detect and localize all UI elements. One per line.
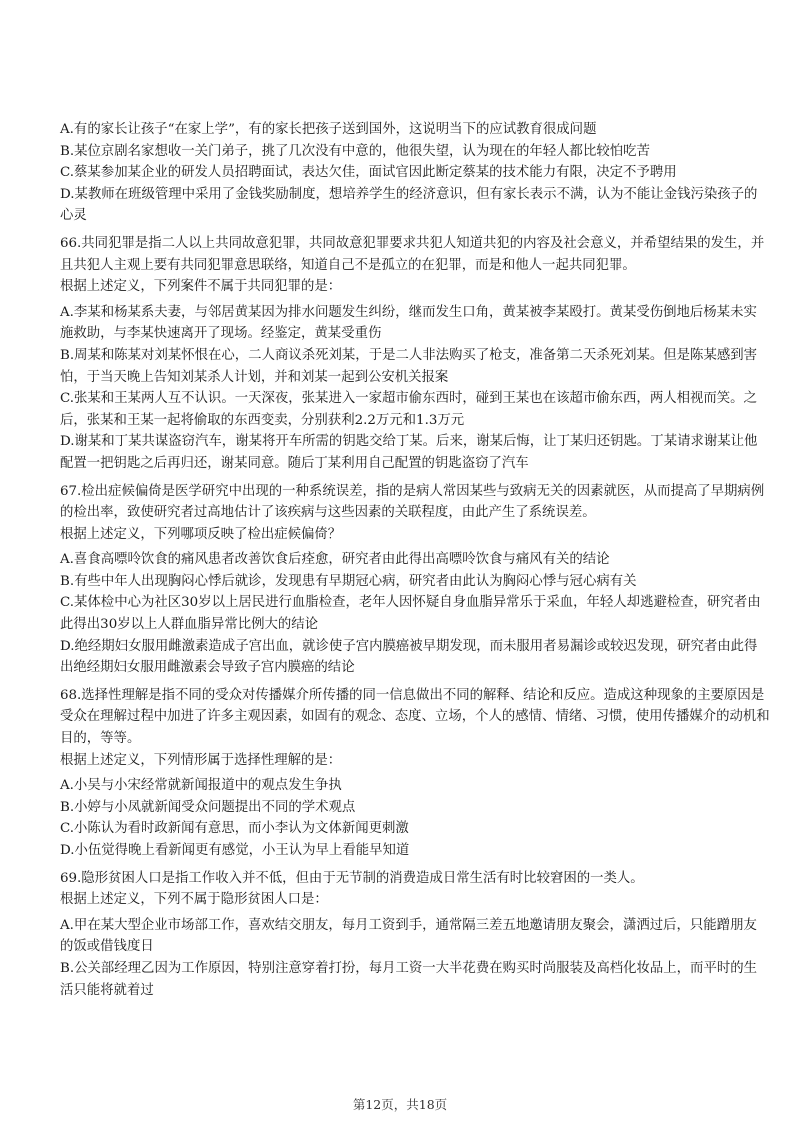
prev-question-options [60, 119, 770, 227]
option-c: C.小陈认为看时政新闻有意思，而小李认为文体新闻更刺激 [60, 821, 409, 837]
option-a: A.喜食高嘌呤饮食的痛风患者改善饮食后痊愈，研究者由此得出高嘌呤饮食与痛风有关的结论 [60, 552, 610, 568]
option-a [60, 119, 770, 141]
question-prompt: 根据上述定义，下列案件不属于共同犯罪的是： [60, 279, 342, 295]
option-b: B.周某和陈某对刘某怀恨在心，二人商议杀死刘某，于是二人非法购买了枪支，准备第二天杀死刘某。但是陈某感到害怕，于当天晚上告知刘某杀人计划，并和刘某一起到公安机关报案 [60, 347, 758, 385]
option-b: B.小婷与小凤就新闻受众问题提出不同的学术观点 [60, 799, 356, 815]
option-b: B.有些中年人出现胸闷心悸后就诊，发现患有早期冠心病，研究者由此认为胸闷心悸与冠心病有关 [60, 573, 637, 589]
question-69 [60, 868, 770, 1002]
option-text: C.蔡某参加某企业的研发人员招聘面试，表达欠佳，面试官因此断定蔡某的技术能力有限，决定不予聘用 [60, 165, 677, 181]
option-a: A.李某和杨某系夫妻，与邻居黄某因为排水问题发生纠纷，继而发生口角，黄某被李某殴打。黄某受伤倒地后杨某未实施救助，与李某快速离开了现场。经鉴定，黄某受重伤 [60, 304, 757, 342]
question-stem: 69.隐形贫困人口是指工作收入并不低，但由于无节制的消费造成日常生活有时比较窘困的一类人。 [60, 870, 644, 886]
option-a: A.甲在某大型企业市场部工作，喜欢结交朋友，每月工资到手，通常隔三差五地邀请朋友聚会，潇洒过后，只能蹭朋友的饭或借钱度日 [60, 917, 757, 955]
option-d [60, 184, 770, 227]
option-b: B.公关部经理乙因为工作原因，特别注意穿着打扮，每月工资一大半花费在购买时尚服装及高档化妆品上，而平时的生活只能将就着过 [60, 960, 758, 998]
question-68 [60, 685, 770, 862]
question-66 [60, 233, 770, 475]
question-prompt: 根据上述定义，下列不属于隐形贫困人口是： [60, 892, 328, 908]
option-a: A.小吴与小宋经常就新闻报道中的观点发生争执 [60, 778, 342, 794]
option-d: D.绝经期妇女服用雌激素造成子宫出血，就诊使子宫内膜癌被早期发现，而未服用者易漏诊或较迟发现，研究者由此得出绝经期妇女服用雌激素会导致子宫内膜癌的结论 [60, 638, 758, 676]
question-stem: 66.共同犯罪是指二人以上共同故意犯罪，共同故意犯罪要求共犯人知道共犯的内容及社会意义，并希望结果的发生，并且共犯人主观上要有共同犯罪意思联络，知道自己不是孤立的在犯罪，而是和他人一起共同犯罪。 [60, 235, 765, 273]
page-content [60, 119, 770, 1007]
option-d: D.小伍觉得晚上看新闻更有感觉，小王认为早上看能早知道 [60, 843, 410, 858]
question-stem: 68.选择性理解是指不同的受众对传播媒介所传播的同一信息做出不同的解释、结论和反应。造成这种现象的主要原因是受众在理解过程中加进了许多主观因素，如固有的观念、态度、立场，个人的感情、情绪、习惯，使用传播媒介的动机和目的，等等。 [60, 687, 770, 747]
page-number-footer: 第12页，共18页 [352, 1097, 448, 1112]
option-b [60, 141, 770, 163]
option-c: C.某体检中心为社区30岁以上居民进行血脂检查，老年人因怀疑自身血脂异常乐于采血，年轻人却逃避检查，研究者由此得出30岁以上人群血脂异常比例大的结论 [60, 595, 761, 633]
option-text: B.某位京剧名家想收一关门弟子，挑了几次没有中意的，他很失望，认为现在的年轻人都比较怕吃苦 [60, 143, 650, 159]
option-text: A.有的家长让孩子“在家上学”，有的家长把孩子送到国外，这说明当下的应试教育很成问题 [60, 122, 597, 137]
option-c: C.张某和王某两人互不认识。一天深夜，张某进入一家超市偷东西时，碰到王某也在该超市偷东西，两人相视而笑。之后，张某和王某一起将偷取的东西变卖，分别获利2.2万元和1.3万元 [60, 391, 757, 428]
option-d: D.谢某和丁某共谋盗窃汽车，谢某将开车所需的钥匙交给丁某。后来，谢某后悔，让丁某归还钥匙。丁某请求谢某让他配置一把钥匙之后再归还，谢某同意。随后丁某利用自己配置的钥匙盗窃了汽车 [60, 434, 758, 471]
question-prompt: 根据上述定义，下列情形属于选择性理解的是： [60, 752, 342, 768]
question-stem: 67.检出症候偏倚是医学研究中出现的一种系统误差，指的是病人常因某些与致病无关的因素就医，从而提高了早期病例的检出率，致使研究者过高地估计了该疾病与这些因素的关联程度，由此产生了系统误差。 [60, 483, 765, 521]
option-text: D.某教师在班级管理中采用了金钱奖励制度，想培养学生的经济意识，但有家长表示不满，认为不能让金钱污染孩子的心灵 [60, 186, 758, 224]
question-prompt: 根据上述定义，下列哪项反映了检出症候偏倚？ [60, 526, 342, 542]
option-c [60, 162, 770, 184]
question-67 [60, 481, 770, 679]
